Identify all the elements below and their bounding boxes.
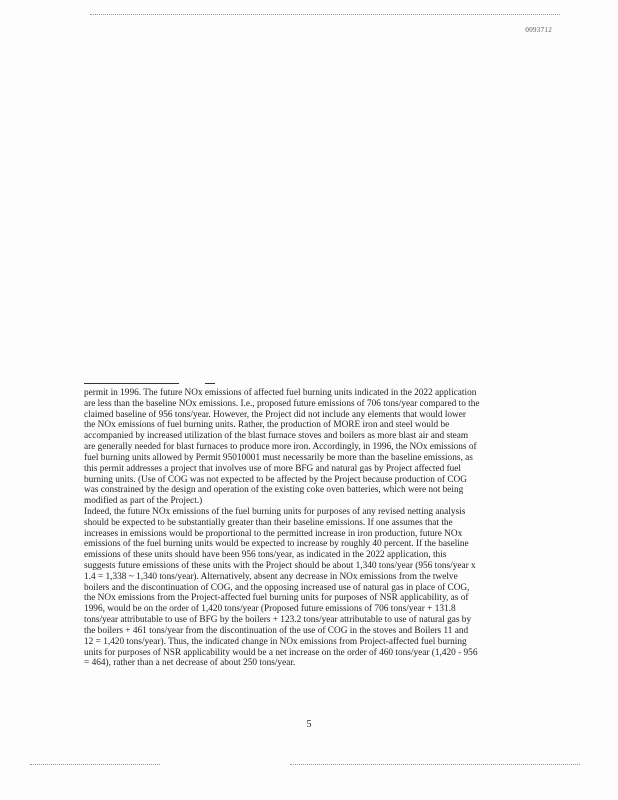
separator-rule-tail — [205, 383, 215, 384]
body-text — [84, 388, 528, 669]
scan-artifact-bottom-left — [30, 764, 160, 765]
page-number: 5 — [306, 719, 312, 730]
document-id: 0093712 — [525, 26, 552, 34]
separator-rule — [84, 383, 179, 384]
scan-artifact-bottom-right — [290, 764, 580, 765]
paragraph-1: permit in 1996. The future NOx emissions of affected fuel burning units indicated in the 2022 application are less than the baseline NOx emissions. I.e., proposed future emissions of 706 tons/year compared to the claimed baseline of 956 tons/year. However, the Project did not include any elements that would lower the NOx emissions of fuel burning units. Rather, the production of MORE iron and steel would be accompanied by increased utilization of the blast furnace stoves and boilers as more blast air and steam are generally needed for blast furnaces to produce more iron. Accordingly, in 1996, the NOx emissions of fuel burning units allowed by Permit 95010001 must necessarily be more than the baseline emissions, as this permit addresses a project that involves use of more BFG and natural gas by Project affected fuel burning units. (Use of COG was not expected to be affected by the Project because production of COG was constrained by the design and operation of the existing coke oven batteries, which were not being modified as part of the Project.) — [84, 388, 480, 507]
scan-artifact-top — [90, 14, 560, 17]
paragraph-2: Indeed, the future NOx emissions of the fuel burning units for purposes of any revised netting analysis should be expected to be substantially greater than their baseline emissions. If one assumes that the increases in emissions would be proportional to the permitted increase in iron production, future NOx emissions of the fuel burning units would be expected to increase by roughly 40 percent. If the baseline emissions of these units should have been 956 tons/year, as indicated in the 2022 application, this suggests future emissions of these units with the Project should be about 1,340 tons/year (956 tons/year x 1.4 = 1,338 ~ 1,340 tons/year). Alternatively, absent any decrease in NOx emissions from the twelve boilers and the discontinuation of COG, and the opposing increased use of natural gas in place of COG, the NOx emissions from the Project-affected fuel burning units for purposes of NSR applicability, as of 1996, would be on the order of 1,420 tons/year (Proposed future emissions of 706 tons/year + 131.8 tons/year attributable to use of BFG by the boilers + 123.2 tons/year attributable to use of natural gas by the boilers + 461 tons/year from the discontinuation of the use of COG in the stoves and Boilers 11 and 12 = 1,420 tons/year). Thus, the indicated change in NOx emissions from Project-affected fuel burning units for purposes of NSR applicability would be a net increase on the order of 460 tons/year (1,420 - 956 = 464), rather than a net decrease of about 250 tons/year. — [84, 506, 478, 669]
